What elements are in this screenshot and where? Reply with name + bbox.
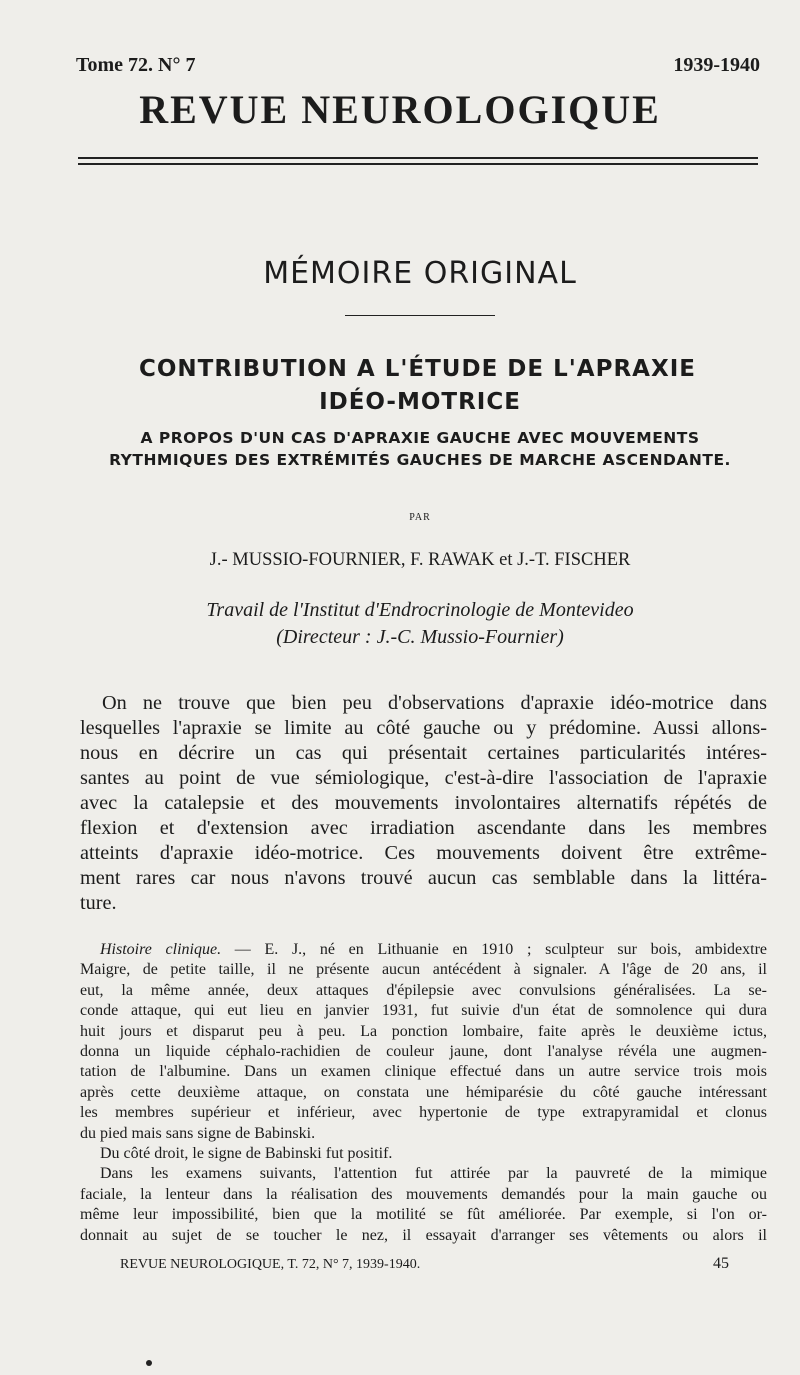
article-title-line-1: CONTRIBUTION A L'ÉTUDE DE L'APRAXIE bbox=[139, 356, 696, 382]
intro-line: ment rares car nous n'avons trouvé aucun cas semblable dans la littéra- bbox=[80, 867, 767, 889]
clinic-line: même leur impossibilité, bien que la motilité se fût améliorée. Par exemple, si l'on or- bbox=[80, 1206, 767, 1224]
clinic-line: huit jours et disparut peu à peu. La ponction lombaire, faite après le deuxième ictus, bbox=[80, 1022, 767, 1040]
article-subtitle-line-1: A PROPOS D'UN CAS D'APRAXIE GAUCHE AVEC MOUVEMENTS bbox=[140, 429, 700, 447]
footer-citation: REVUE NEUROLOGIQUE, T. 72, N° 7, 1939-1940. bbox=[120, 1257, 421, 1272]
intro-line: nous en décrire un cas qui présentait certaines particularités intéres- bbox=[80, 742, 767, 764]
page-number: 45 bbox=[713, 1255, 729, 1272]
article-title-line-2: IDÉO-MOTRICE bbox=[319, 389, 521, 415]
header-rule-top bbox=[78, 157, 758, 159]
clinical-history-label: Histoire clinique. bbox=[100, 941, 222, 958]
intro-line: On ne trouve que bien peu d'observations d'apraxie idéo-motrice dans bbox=[102, 692, 767, 714]
clinical-history-first-line bbox=[80, 940, 767, 960]
intro-line: avec la catalepsie et des mouvements involontaires alternatifs répétés de bbox=[80, 792, 767, 814]
intro-line: flexion et d'extension avec irradiation ascendante dans les membres bbox=[80, 817, 767, 839]
section-rule bbox=[345, 315, 495, 316]
intro-line: ture. bbox=[80, 892, 117, 914]
journal-title: REVUE NEUROLOGIQUE bbox=[139, 87, 661, 132]
ink-spot bbox=[146, 1360, 152, 1366]
clinic-line: après cette deuxième attaque, on constata une hémiparésie du côté gauche intéressant bbox=[80, 1083, 767, 1101]
intro-line: santes au point de vue sémiologique, c'est-à-dire l'association de l'apraxie bbox=[80, 767, 767, 789]
publication-years: 1939-1940 bbox=[673, 54, 760, 76]
clinic-line: Maigre, de petite taille, il ne présente aucun antécédent à signaler. A l'âge de 20 ans, il bbox=[80, 961, 767, 979]
affiliation: Travail de l'Institut d'Endrocrinologie de Montevideo bbox=[206, 599, 634, 621]
clinic-line: eut, la même année, deux attaques d'épilepsie avec convulsions généralisées. La se- bbox=[80, 981, 767, 999]
clinic-line: donnait au sujet de se toucher le nez, il essayait d'arranger ses vêtements ou alors il bbox=[80, 1226, 767, 1244]
intro-line: atteints d'apraxie idéo-motrice. Ces mouvements doivent être extrême- bbox=[80, 842, 767, 864]
clinic-line: donna un liquide céphalo-rachidien de couleur jaune, dont l'analyse révéla une augmen- bbox=[80, 1043, 767, 1061]
clinic-line: Du côté droit, le signe de Babinski fut positif. bbox=[100, 1145, 393, 1163]
volume-number: Tome 72. N° 7 bbox=[76, 54, 196, 76]
clinic-line: les membres supérieur et inférieur, avec hypertonie de type extrapyramidal et clonus bbox=[80, 1104, 767, 1122]
authors: J.- MUSSIO-FOURNIER, F. RAWAK et J.-T. FISCHER bbox=[209, 550, 631, 570]
clinic-line: — E. J., né en Lithuanie en 1910 ; sculpteur sur bois, ambidextre bbox=[221, 941, 768, 958]
byline-par: PAR bbox=[409, 512, 431, 523]
clinic-line: Dans les examens suivants, l'attention fut attirée par la pauvreté de la mimique bbox=[100, 1165, 767, 1183]
clinic-line: conde attaque, qui eut lieu en janvier 1931, fut suivie d'un état de somnolence qui dura bbox=[80, 1002, 767, 1020]
section-heading: MÉMOIRE ORIGINAL bbox=[263, 256, 577, 291]
clinic-line: tation de l'albumine. Dans un examen clinique effectué dans un autre service trois mois bbox=[80, 1063, 767, 1081]
clinic-line: du pied mais sans signe de Babinski. bbox=[80, 1124, 316, 1142]
clinical-history bbox=[80, 940, 767, 1246]
header-rule-bottom bbox=[78, 163, 758, 165]
article-subtitle-line-2: RYTHMIQUES DES EXTRÉMITÉS GAUCHES DE MARCHE ASCENDANTE. bbox=[109, 451, 731, 469]
clinic-line: faciale, la lenteur dans la réalisation des mouvements demandés pour la main gauche ou bbox=[80, 1185, 767, 1203]
intro-line: lesquelles l'apraxie se limite au côté gauche ou y prédomine. Aussi allons- bbox=[80, 717, 767, 739]
director: (Directeur : J.-C. Mussio-Fournier) bbox=[276, 626, 564, 648]
introduction-paragraph bbox=[80, 691, 767, 916]
